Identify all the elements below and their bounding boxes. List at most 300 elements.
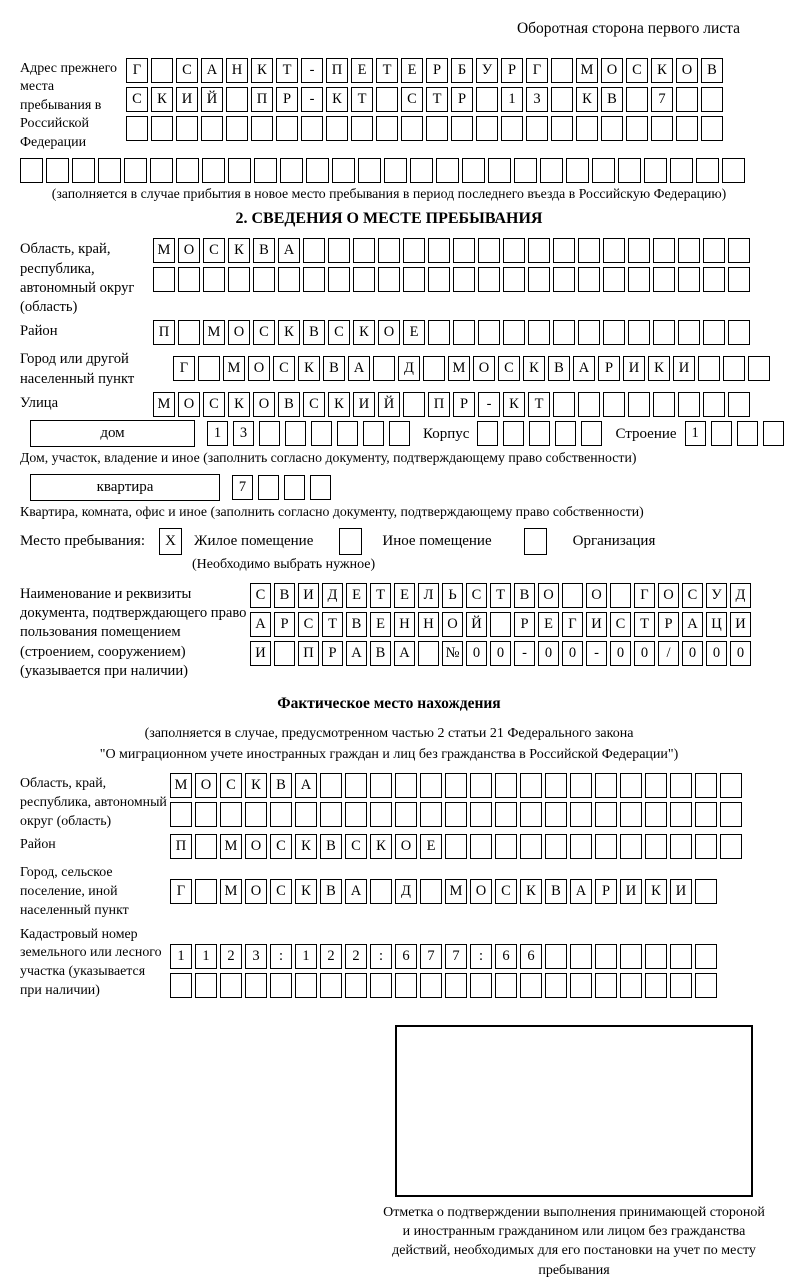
char-cell[interactable] <box>610 583 631 608</box>
char-cell[interactable]: К <box>645 879 667 904</box>
char-cell[interactable] <box>403 267 425 292</box>
char-cell[interactable] <box>603 238 625 263</box>
char-cell[interactable]: К <box>370 834 392 859</box>
char-cell[interactable]: : <box>370 944 392 969</box>
char-cell[interactable]: 0 <box>490 641 511 666</box>
char-cell[interactable] <box>477 421 498 446</box>
char-cell[interactable]: 2 <box>345 944 367 969</box>
char-cell[interactable] <box>540 158 563 183</box>
char-cell[interactable] <box>620 973 642 998</box>
char-cell[interactable] <box>410 158 433 183</box>
char-cell[interactable] <box>428 238 450 263</box>
char-cell[interactable] <box>198 356 220 381</box>
char-cell[interactable] <box>478 267 500 292</box>
char-cell[interactable] <box>678 320 700 345</box>
char-cell[interactable]: В <box>701 58 723 83</box>
char-cell[interactable] <box>695 773 717 798</box>
char-cell[interactable]: Б <box>451 58 473 83</box>
char-cell[interactable] <box>363 421 384 446</box>
char-cell[interactable]: К <box>353 320 375 345</box>
char-cell[interactable] <box>592 158 615 183</box>
char-cell[interactable] <box>528 320 550 345</box>
char-cell[interactable] <box>618 158 641 183</box>
char-cell[interactable] <box>645 773 667 798</box>
char-cell[interactable]: К <box>651 58 673 83</box>
char-cell[interactable]: О <box>253 392 275 417</box>
char-cell[interactable]: В <box>320 879 342 904</box>
char-cell[interactable] <box>418 641 439 666</box>
char-cell[interactable]: П <box>170 834 192 859</box>
char-cell[interactable]: Е <box>420 834 442 859</box>
char-cell[interactable] <box>678 267 700 292</box>
char-cell[interactable] <box>278 267 300 292</box>
char-cell[interactable] <box>503 421 524 446</box>
char-cell[interactable]: Е <box>346 583 367 608</box>
char-cell[interactable]: С <box>253 320 275 345</box>
char-cell[interactable] <box>545 973 567 998</box>
char-cell[interactable]: 3 <box>245 944 267 969</box>
char-cell[interactable] <box>503 320 525 345</box>
char-cell[interactable]: 1 <box>207 421 228 446</box>
char-cell[interactable] <box>495 773 517 798</box>
char-cell[interactable]: К <box>295 879 317 904</box>
char-cell[interactable] <box>581 421 602 446</box>
char-cell[interactable]: 0 <box>610 641 631 666</box>
char-cell[interactable]: И <box>176 87 198 112</box>
char-cell[interactable]: С <box>126 87 148 112</box>
char-cell[interactable] <box>470 834 492 859</box>
char-cell[interactable]: О <box>248 356 270 381</box>
char-cell[interactable]: Г <box>170 879 192 904</box>
char-cell[interactable]: 6 <box>395 944 417 969</box>
char-cell[interactable]: В <box>548 356 570 381</box>
char-cell[interactable] <box>376 87 398 112</box>
char-cell[interactable]: И <box>586 612 607 637</box>
char-cell[interactable] <box>603 267 625 292</box>
char-cell[interactable] <box>420 879 442 904</box>
char-cell[interactable] <box>151 116 173 141</box>
char-cell[interactable] <box>670 802 692 827</box>
char-cell[interactable] <box>670 158 693 183</box>
char-cell[interactable] <box>353 267 375 292</box>
char-cell[interactable]: Т <box>322 612 343 637</box>
char-cell[interactable]: И <box>620 879 642 904</box>
char-cell[interactable]: С <box>250 583 271 608</box>
char-cell[interactable]: К <box>298 356 320 381</box>
char-cell[interactable] <box>420 773 442 798</box>
char-cell[interactable]: 1 <box>195 944 217 969</box>
char-cell[interactable]: А <box>573 356 595 381</box>
char-cell[interactable]: - <box>478 392 500 417</box>
char-cell[interactable] <box>337 421 358 446</box>
char-cell[interactable] <box>570 773 592 798</box>
char-cell[interactable] <box>628 267 650 292</box>
char-cell[interactable]: Ь <box>442 583 463 608</box>
char-cell[interactable] <box>514 158 537 183</box>
char-cell[interactable]: П <box>153 320 175 345</box>
char-cell[interactable]: П <box>326 58 348 83</box>
char-cell[interactable] <box>258 475 279 500</box>
char-cell[interactable] <box>245 973 267 998</box>
checkbox-other-premises[interactable] <box>339 528 362 555</box>
char-cell[interactable] <box>553 267 575 292</box>
char-cell[interactable]: С <box>682 583 703 608</box>
char-cell[interactable] <box>226 87 248 112</box>
char-cell[interactable] <box>72 158 95 183</box>
char-cell[interactable]: С <box>273 356 295 381</box>
char-cell[interactable] <box>551 116 573 141</box>
char-cell[interactable] <box>170 802 192 827</box>
char-cell[interactable] <box>653 267 675 292</box>
char-cell[interactable]: В <box>320 834 342 859</box>
char-cell[interactable] <box>695 944 717 969</box>
char-cell[interactable]: О <box>178 392 200 417</box>
char-cell[interactable]: М <box>203 320 225 345</box>
char-cell[interactable] <box>495 973 517 998</box>
char-cell[interactable]: 7 <box>232 475 253 500</box>
char-cell[interactable] <box>178 320 200 345</box>
char-cell[interactable] <box>295 973 317 998</box>
char-cell[interactable]: О <box>228 320 250 345</box>
char-cell[interactable]: О <box>676 58 698 83</box>
char-cell[interactable] <box>503 238 525 263</box>
char-cell[interactable]: Р <box>595 879 617 904</box>
char-cell[interactable]: В <box>370 641 391 666</box>
char-cell[interactable] <box>503 267 525 292</box>
char-cell[interactable] <box>320 773 342 798</box>
char-cell[interactable] <box>570 834 592 859</box>
char-cell[interactable] <box>555 421 576 446</box>
char-cell[interactable] <box>723 356 745 381</box>
char-cell[interactable]: : <box>270 944 292 969</box>
char-cell[interactable] <box>595 773 617 798</box>
char-cell[interactable]: 2 <box>320 944 342 969</box>
char-cell[interactable]: В <box>601 87 623 112</box>
char-cell[interactable]: Р <box>598 356 620 381</box>
char-cell[interactable] <box>376 116 398 141</box>
char-cell[interactable] <box>701 87 723 112</box>
char-cell[interactable]: С <box>220 773 242 798</box>
char-cell[interactable] <box>358 158 381 183</box>
char-cell[interactable]: 0 <box>730 641 751 666</box>
char-cell[interactable] <box>270 802 292 827</box>
char-cell[interactable] <box>320 802 342 827</box>
char-cell[interactable] <box>378 238 400 263</box>
char-cell[interactable]: Р <box>274 612 295 637</box>
char-cell[interactable] <box>285 421 306 446</box>
char-cell[interactable]: Р <box>658 612 679 637</box>
char-cell[interactable] <box>476 87 498 112</box>
char-cell[interactable]: 1 <box>501 87 523 112</box>
char-cell[interactable]: Е <box>370 612 391 637</box>
char-cell[interactable] <box>595 802 617 827</box>
char-cell[interactable] <box>695 973 717 998</box>
char-cell[interactable] <box>566 158 589 183</box>
char-cell[interactable]: Й <box>201 87 223 112</box>
char-cell[interactable] <box>303 267 325 292</box>
char-cell[interactable] <box>603 320 625 345</box>
char-cell[interactable] <box>545 944 567 969</box>
char-cell[interactable] <box>678 238 700 263</box>
char-cell[interactable] <box>553 320 575 345</box>
char-cell[interactable] <box>720 773 742 798</box>
char-cell[interactable]: О <box>442 612 463 637</box>
char-cell[interactable]: А <box>348 356 370 381</box>
char-cell[interactable] <box>620 802 642 827</box>
char-cell[interactable] <box>395 773 417 798</box>
char-cell[interactable] <box>453 320 475 345</box>
char-cell[interactable]: У <box>706 583 727 608</box>
char-cell[interactable] <box>220 802 242 827</box>
char-cell[interactable]: Р <box>426 58 448 83</box>
char-cell[interactable] <box>453 238 475 263</box>
char-cell[interactable] <box>462 158 485 183</box>
char-cell[interactable] <box>445 802 467 827</box>
char-cell[interactable] <box>737 421 758 446</box>
char-cell[interactable]: М <box>223 356 245 381</box>
char-cell[interactable]: С <box>498 356 520 381</box>
char-cell[interactable]: К <box>328 392 350 417</box>
char-cell[interactable] <box>678 392 700 417</box>
char-cell[interactable] <box>202 158 225 183</box>
char-cell[interactable] <box>176 158 199 183</box>
char-cell[interactable] <box>328 238 350 263</box>
char-cell[interactable]: К <box>228 392 250 417</box>
char-cell[interactable]: А <box>346 641 367 666</box>
char-cell[interactable] <box>670 773 692 798</box>
char-cell[interactable] <box>370 973 392 998</box>
char-cell[interactable]: В <box>323 356 345 381</box>
char-cell[interactable]: 3 <box>526 87 548 112</box>
char-cell[interactable]: С <box>466 583 487 608</box>
char-cell[interactable] <box>595 944 617 969</box>
char-cell[interactable]: В <box>278 392 300 417</box>
char-cell[interactable] <box>170 973 192 998</box>
char-cell[interactable]: - <box>301 58 323 83</box>
char-cell[interactable] <box>529 421 550 446</box>
char-cell[interactable]: К <box>151 87 173 112</box>
char-cell[interactable]: С <box>345 834 367 859</box>
char-cell[interactable] <box>603 392 625 417</box>
char-cell[interactable]: Ц <box>706 612 727 637</box>
char-cell[interactable]: Р <box>276 87 298 112</box>
char-cell[interactable] <box>620 834 642 859</box>
char-cell[interactable] <box>703 392 725 417</box>
char-cell[interactable] <box>545 802 567 827</box>
char-cell[interactable]: 0 <box>706 641 727 666</box>
char-cell[interactable] <box>353 238 375 263</box>
char-cell[interactable]: Й <box>466 612 487 637</box>
char-cell[interactable]: О <box>178 238 200 263</box>
char-cell[interactable]: Р <box>453 392 475 417</box>
char-cell[interactable] <box>378 267 400 292</box>
char-cell[interactable]: Л <box>418 583 439 608</box>
char-cell[interactable]: В <box>514 583 535 608</box>
char-cell[interactable]: 0 <box>562 641 583 666</box>
char-cell[interactable]: Д <box>322 583 343 608</box>
char-cell[interactable]: Г <box>126 58 148 83</box>
char-cell[interactable] <box>470 773 492 798</box>
char-cell[interactable]: 6 <box>495 944 517 969</box>
char-cell[interactable]: 7 <box>420 944 442 969</box>
char-cell[interactable] <box>270 973 292 998</box>
char-cell[interactable] <box>703 267 725 292</box>
char-cell[interactable]: Т <box>376 58 398 83</box>
char-cell[interactable] <box>626 87 648 112</box>
char-cell[interactable] <box>628 320 650 345</box>
char-cell[interactable]: Р <box>501 58 523 83</box>
char-cell[interactable] <box>426 116 448 141</box>
char-cell[interactable]: И <box>673 356 695 381</box>
char-cell[interactable]: Е <box>394 583 415 608</box>
char-cell[interactable]: Д <box>730 583 751 608</box>
char-cell[interactable] <box>520 802 542 827</box>
char-cell[interactable] <box>326 116 348 141</box>
char-cell[interactable] <box>478 238 500 263</box>
char-cell[interactable]: В <box>545 879 567 904</box>
char-cell[interactable] <box>428 267 450 292</box>
char-cell[interactable] <box>445 773 467 798</box>
char-cell[interactable]: К <box>503 392 525 417</box>
char-cell[interactable] <box>280 158 303 183</box>
char-cell[interactable] <box>451 116 473 141</box>
char-cell[interactable]: П <box>298 641 319 666</box>
char-cell[interactable] <box>251 116 273 141</box>
char-cell[interactable]: Т <box>634 612 655 637</box>
char-cell[interactable] <box>653 392 675 417</box>
char-cell[interactable]: М <box>448 356 470 381</box>
char-cell[interactable]: : <box>470 944 492 969</box>
char-cell[interactable] <box>403 238 425 263</box>
char-cell[interactable]: - <box>301 87 323 112</box>
char-cell[interactable]: 2 <box>220 944 242 969</box>
char-cell[interactable] <box>420 802 442 827</box>
char-cell[interactable] <box>20 158 43 183</box>
char-cell[interactable] <box>620 773 642 798</box>
char-cell[interactable]: М <box>153 392 175 417</box>
char-cell[interactable] <box>303 238 325 263</box>
char-cell[interactable] <box>728 320 750 345</box>
char-cell[interactable] <box>748 356 770 381</box>
char-cell[interactable] <box>695 879 717 904</box>
char-cell[interactable] <box>228 158 251 183</box>
char-cell[interactable] <box>351 116 373 141</box>
char-cell[interactable]: М <box>170 773 192 798</box>
char-cell[interactable]: - <box>586 641 607 666</box>
char-cell[interactable] <box>501 116 523 141</box>
char-cell[interactable]: Р <box>451 87 473 112</box>
char-cell[interactable]: Г <box>526 58 548 83</box>
char-cell[interactable] <box>445 834 467 859</box>
char-cell[interactable]: О <box>658 583 679 608</box>
char-cell[interactable]: 1 <box>295 944 317 969</box>
char-cell[interactable]: 7 <box>445 944 467 969</box>
char-cell[interactable] <box>284 475 305 500</box>
char-cell[interactable] <box>645 834 667 859</box>
char-cell[interactable] <box>126 116 148 141</box>
char-cell[interactable] <box>470 802 492 827</box>
char-cell[interactable] <box>395 802 417 827</box>
char-cell[interactable] <box>578 238 600 263</box>
char-cell[interactable] <box>763 421 784 446</box>
char-cell[interactable] <box>645 973 667 998</box>
char-cell[interactable]: О <box>245 879 267 904</box>
char-cell[interactable] <box>436 158 459 183</box>
char-cell[interactable]: С <box>176 58 198 83</box>
char-cell[interactable] <box>345 802 367 827</box>
char-cell[interactable] <box>46 158 69 183</box>
char-cell[interactable] <box>520 773 542 798</box>
char-cell[interactable]: М <box>220 834 242 859</box>
char-cell[interactable]: О <box>395 834 417 859</box>
char-cell[interactable]: А <box>295 773 317 798</box>
char-cell[interactable] <box>728 392 750 417</box>
char-cell[interactable] <box>301 116 323 141</box>
char-cell[interactable]: Е <box>538 612 559 637</box>
char-cell[interactable] <box>295 802 317 827</box>
char-cell[interactable]: С <box>610 612 631 637</box>
char-cell[interactable]: Р <box>322 641 343 666</box>
char-cell[interactable] <box>651 116 673 141</box>
char-cell[interactable] <box>370 802 392 827</box>
char-cell[interactable]: М <box>576 58 598 83</box>
char-cell[interactable]: Д <box>398 356 420 381</box>
char-cell[interactable]: К <box>245 773 267 798</box>
char-cell[interactable] <box>670 973 692 998</box>
char-cell[interactable] <box>195 802 217 827</box>
char-cell[interactable]: / <box>658 641 679 666</box>
char-cell[interactable]: И <box>250 641 271 666</box>
char-cell[interactable] <box>644 158 667 183</box>
char-cell[interactable] <box>722 158 745 183</box>
char-cell[interactable]: В <box>274 583 295 608</box>
char-cell[interactable]: Т <box>490 583 511 608</box>
char-cell[interactable] <box>345 973 367 998</box>
char-cell[interactable]: И <box>298 583 319 608</box>
char-cell[interactable]: К <box>295 834 317 859</box>
char-cell[interactable]: К <box>648 356 670 381</box>
char-cell[interactable]: 0 <box>634 641 655 666</box>
char-cell[interactable] <box>370 879 392 904</box>
char-cell[interactable] <box>698 356 720 381</box>
char-cell[interactable]: № <box>442 641 463 666</box>
char-cell[interactable] <box>389 421 410 446</box>
char-cell[interactable]: О <box>473 356 495 381</box>
char-cell[interactable] <box>495 834 517 859</box>
char-cell[interactable]: К <box>326 87 348 112</box>
char-cell[interactable]: С <box>270 834 292 859</box>
char-cell[interactable]: Р <box>514 612 535 637</box>
char-cell[interactable] <box>373 356 395 381</box>
char-cell[interactable] <box>578 267 600 292</box>
char-cell[interactable] <box>401 116 423 141</box>
char-cell[interactable] <box>423 356 445 381</box>
char-cell[interactable] <box>150 158 173 183</box>
char-cell[interactable] <box>628 392 650 417</box>
char-cell[interactable] <box>345 773 367 798</box>
char-cell[interactable] <box>228 267 250 292</box>
char-cell[interactable]: Н <box>394 612 415 637</box>
char-cell[interactable]: Д <box>395 879 417 904</box>
char-cell[interactable]: М <box>153 238 175 263</box>
char-cell[interactable] <box>578 320 600 345</box>
char-cell[interactable] <box>626 116 648 141</box>
char-cell[interactable] <box>728 267 750 292</box>
char-cell[interactable] <box>478 320 500 345</box>
char-cell[interactable] <box>528 267 550 292</box>
char-cell[interactable]: Т <box>370 583 391 608</box>
char-cell[interactable]: В <box>270 773 292 798</box>
